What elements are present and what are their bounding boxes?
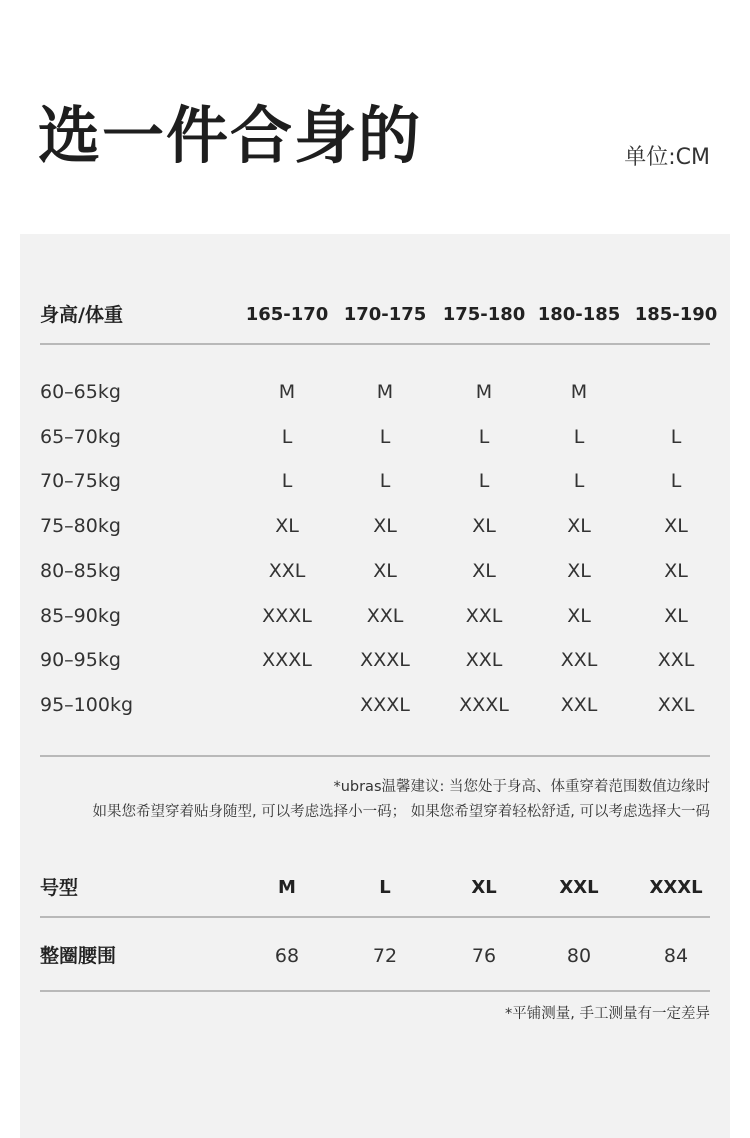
size-cell: L [379, 425, 391, 448]
size-cell: L [670, 425, 682, 448]
table-row [20, 685, 730, 725]
row-label: 75–80kg [40, 515, 121, 538]
size-cell: XXXL [459, 693, 509, 716]
row-label: 90–95kg [40, 649, 121, 672]
waist-chart-header [20, 868, 730, 908]
size-cell: L [573, 470, 585, 493]
header-cell-size: L [379, 877, 391, 898]
header-cell-height: 170-175 [343, 304, 427, 325]
waist-value: 80 [566, 945, 592, 967]
waist-value: 68 [274, 945, 300, 967]
size-cell: XL [664, 559, 688, 582]
size-cell: XXXL [262, 649, 312, 672]
row-label: 85–90kg [40, 604, 121, 627]
header-cell-height: 180-185 [537, 304, 621, 325]
header-cell-size: XL [471, 877, 497, 898]
row-label: 70–75kg [40, 470, 121, 493]
unit-label: 单位:CM [624, 145, 710, 170]
divider [40, 916, 710, 918]
size-cell: XXL [560, 649, 598, 672]
page-title: 选一件合身的 [38, 99, 423, 172]
table-row [20, 506, 730, 546]
size-cell: XXL [657, 649, 695, 672]
size-cell: M [570, 381, 588, 403]
size-cell [242, 685, 332, 725]
size-cell: XL [664, 515, 688, 538]
size-cell: M [376, 381, 394, 403]
header-cell-size: XXL [559, 877, 599, 898]
size-note-line-2: 如果您希望穿着贴身随型, 可以考虑选择小一码； 如果您希望穿着轻松舒适, 可以考虑选择大一码 [92, 804, 710, 820]
size-cell: XXL [657, 693, 695, 716]
size-cell: XL [275, 515, 299, 538]
table-row [20, 461, 730, 501]
size-cell: XXL [465, 649, 503, 672]
row-label: 95–100kg [40, 693, 134, 716]
size-cell: XXL [465, 604, 503, 627]
table-row [20, 551, 730, 591]
row-label: 60–65kg [40, 381, 121, 403]
size-cell: XL [567, 559, 591, 582]
size-cell: XXXL [360, 693, 410, 716]
size-cell: L [281, 470, 293, 493]
size-cell: XL [664, 604, 688, 627]
row-label: 80–85kg [40, 559, 121, 582]
size-cell: L [573, 425, 585, 448]
size-cell: XXXL [262, 604, 312, 627]
size-cell: XL [567, 604, 591, 627]
header-cell-height: 185-190 [634, 304, 718, 325]
size-cell: L [670, 470, 682, 493]
divider [40, 755, 710, 757]
waist-row [20, 936, 730, 976]
header-cell-size: M [278, 877, 296, 898]
size-cell: XL [373, 515, 397, 538]
waist-value: 84 [663, 945, 689, 967]
size-cell: M [278, 381, 296, 403]
header-cell-height: 175-180 [442, 304, 526, 325]
size-chart-panel [20, 234, 730, 1138]
size-cell: XL [567, 515, 591, 538]
size-cell: XL [373, 559, 397, 582]
size-cell: XXL [268, 559, 306, 582]
size-cell: L [478, 425, 490, 448]
header-cell-label: 身高/体重 [40, 304, 123, 326]
table-row [20, 372, 730, 412]
size-cell: XL [472, 559, 496, 582]
divider [40, 343, 710, 345]
size-chart-header [20, 295, 730, 335]
header-cell-size: XXXL [649, 877, 703, 898]
row-label: 整圈腰围 [40, 945, 117, 967]
size-cell [631, 372, 721, 412]
divider [40, 990, 710, 992]
size-cell: XL [472, 515, 496, 538]
size-cell: XXXL [360, 649, 410, 672]
waist-value: 76 [471, 945, 497, 967]
waist-note: *平铺测量, 手工测量有一定差异 [505, 1006, 710, 1022]
header-cell-label: 号型 [40, 877, 79, 899]
size-cell: XXL [560, 693, 598, 716]
waist-value: 72 [372, 945, 398, 967]
size-cell: L [281, 425, 293, 448]
row-label: 65–70kg [40, 425, 121, 448]
table-row [20, 596, 730, 636]
table-row [20, 417, 730, 457]
size-note-line-1: *ubras温馨建议: 当您处于身高、体重穿着范围数值边缘时 [333, 779, 710, 795]
size-cell: M [475, 381, 493, 403]
size-cell: L [478, 470, 490, 493]
size-cell: XXL [366, 604, 404, 627]
table-row [20, 640, 730, 680]
header-cell-height: 165-170 [245, 304, 329, 325]
size-cell: L [379, 470, 391, 493]
